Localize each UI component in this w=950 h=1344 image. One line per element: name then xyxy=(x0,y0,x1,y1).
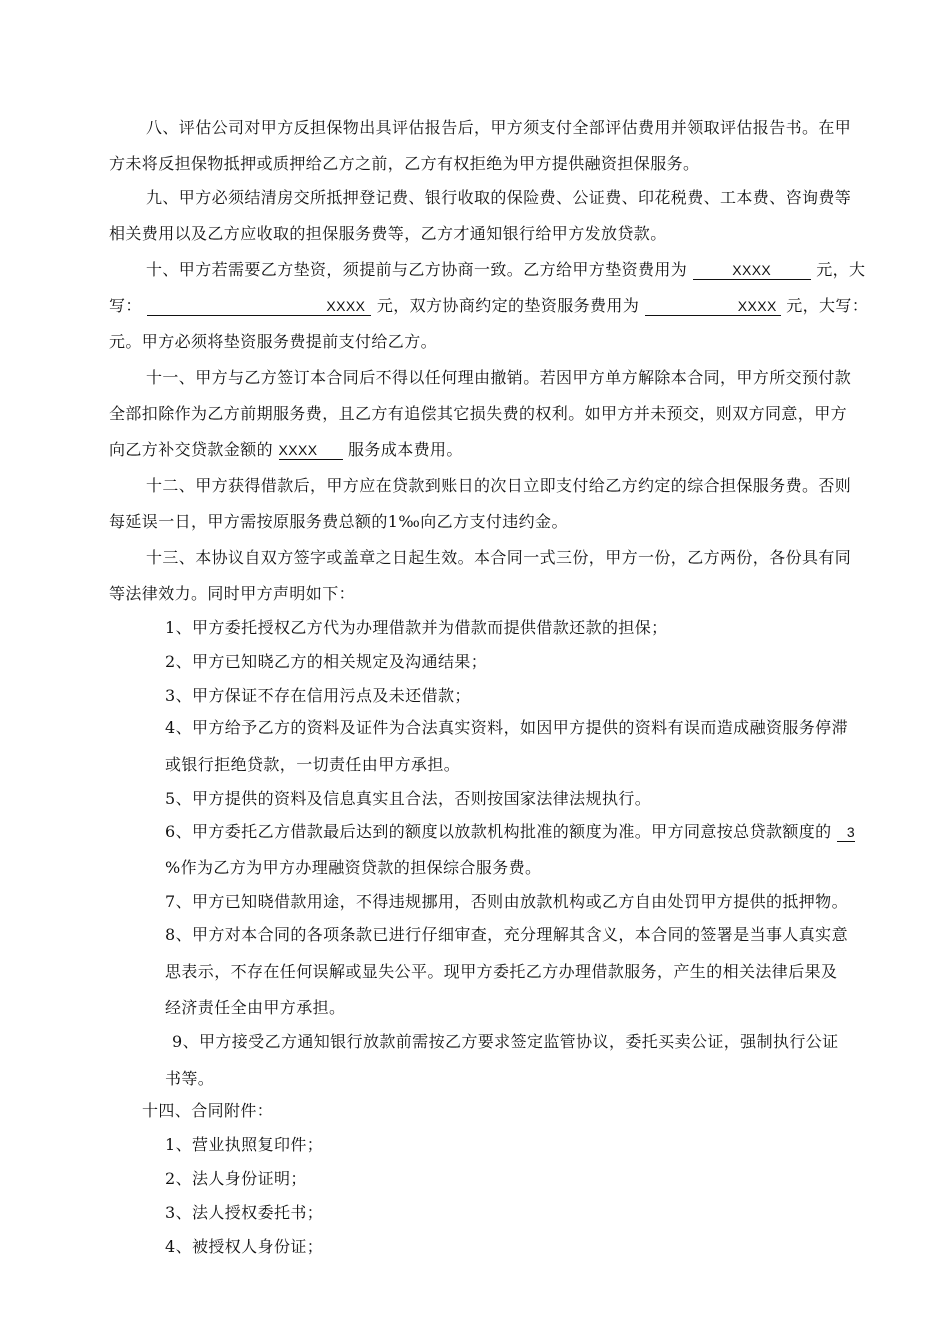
declaration-item-8-line-3: 经济责任全由甲方承担。 xyxy=(165,998,346,1017)
attachment-item-4: 4、被授权人身份证； xyxy=(165,1237,324,1256)
attachment-item-1: 1、营业执照复印件； xyxy=(165,1135,324,1154)
advance-fee-capital: XXXX xyxy=(147,298,371,316)
clause-11-line-2: 全部扣除作为乙方前期服务费，且乙方有追偿其它损失费的权利。如甲方并未预交，则双方同意，甲方 xyxy=(109,404,848,423)
clause-10-text-tail: 元，大 xyxy=(816,260,866,279)
clause-9-line-2: 相关费用以及乙方应收取的担保服务费等，乙方才通知银行给甲方发放贷款。 xyxy=(109,224,667,243)
declaration-item-2: 2、甲方已知晓乙方的相关规定及沟通结果； xyxy=(165,652,488,671)
clause-11-text-tail: 服务成本费用。 xyxy=(348,440,463,459)
declaration-item-9-line-1: 9、甲方接受乙方通知银行放款前需按乙方要求签定监管协议，委托买卖公证，强制执行公证 xyxy=(172,1032,839,1051)
clause-10-line-2 xyxy=(109,296,868,316)
advance-fee-amount: XXXX xyxy=(693,262,811,280)
declaration-item-5: 5、甲方提供的资料及信息真实且合法，否则按国家法律法规执行。 xyxy=(165,789,652,808)
clause-10-label-capital: 写： xyxy=(109,296,142,315)
clause-12-line-1: 十二、甲方获得借款后，甲方应在贷款到账日的次日立即支付给乙方约定的综合担保服务费。否则 xyxy=(146,476,852,495)
advance-service-fee-amount: XXXX xyxy=(645,298,781,316)
clause-10-line-1 xyxy=(146,260,865,280)
clause-10-line-3: 元。甲方必须将垫资服务费提前支付给乙方。 xyxy=(109,332,438,351)
declaration-item-1: 1、甲方委托授权乙方代为办理借款并为借款而提供借款还款的担保； xyxy=(165,618,668,637)
loan-cost-amount: XXXX xyxy=(279,442,343,460)
declaration-item-4-line-2: 或银行拒绝贷款，一切责任由甲方承担。 xyxy=(165,755,461,774)
declaration-item-6-line-2: %作为乙方为甲方办理融资贷款的担保综合服务费。 xyxy=(165,858,542,877)
declaration-item-6-text: 6、甲方委托乙方借款最后达到的额度以放款机构批准的额度为准。甲方同意按总贷款额度的 xyxy=(165,822,832,841)
declaration-item-7: 7、甲方已知晓借款用途，不得违规挪用，否则由放款机构或乙方自由处罚甲方提供的抵押物。 xyxy=(165,892,848,911)
clause-10-text: 十、甲方若需要乙方垫资，须提前与乙方协商一致。乙方给甲方垫资费用为 xyxy=(146,260,688,279)
clause-14-heading: 十四、合同附件： xyxy=(142,1101,274,1120)
declaration-item-9-line-2: 书等。 xyxy=(165,1069,215,1088)
declaration-item-8-line-1: 8、甲方对本合同的各项条款已进行仔细审查，充分理解其含义，本合同的签署是当事人真实意 xyxy=(165,925,848,944)
declaration-item-8-line-2: 思表示，不存在任何误解或显失公平。现甲方委托乙方办理借款服务，产生的相关法律后果及 xyxy=(165,962,838,981)
attachment-item-2: 2、法人身份证明； xyxy=(165,1169,307,1188)
clause-11-text: 向乙方补交贷款金额的 xyxy=(109,440,274,459)
clause-8-line-1: 八、评估公司对甲方反担保物出具评估报告后，甲方须支付全部评估费用并领取评估报告书。在甲 xyxy=(146,118,852,137)
clause-9-line-1: 九、甲方必须结清房交所抵押登记费、银行收取的保险费、公证费、印花税费、工本费、咨询费等 xyxy=(146,188,852,207)
declaration-item-4-line-1: 4、甲方给予乙方的资料及证件为合法真实资料，如因甲方提供的资料有误而造成融资服务停滞 xyxy=(165,718,848,737)
clause-11-line-1: 十一、甲方与乙方签订本合同后不得以任何理由撤销。若因甲方单方解除本合同，甲方所交预付款 xyxy=(146,368,852,387)
service-fee-percent: 3 xyxy=(837,824,855,842)
clause-13-line-1: 十三、本协议自双方签字或盖章之日起生效。本合同一式三份，甲方一份，乙方两份，各份具有同 xyxy=(146,548,852,567)
clause-10-service-text: 元，双方协商约定的垫资服务费用为 xyxy=(376,296,640,315)
clause-8-line-2: 方未将反担保物抵押或质押给乙方之前，乙方有权拒绝为甲方提供融资担保服务。 xyxy=(109,154,700,173)
declaration-item-3: 3、甲方保证不存在信用污点及未还借款； xyxy=(165,686,471,705)
clause-10-service-tail: 元，大写： xyxy=(786,296,869,315)
clause-13-line-2: 等法律效力。同时甲方声明如下： xyxy=(109,584,356,603)
declaration-item-6-line-1 xyxy=(165,822,855,842)
attachment-item-3: 3、法人授权委托书； xyxy=(165,1203,324,1222)
clause-12-line-2: 每延误一日，甲方需按原服务费总额的1‰向乙方支付违约金。 xyxy=(109,512,568,531)
clause-11-line-3 xyxy=(109,440,463,460)
